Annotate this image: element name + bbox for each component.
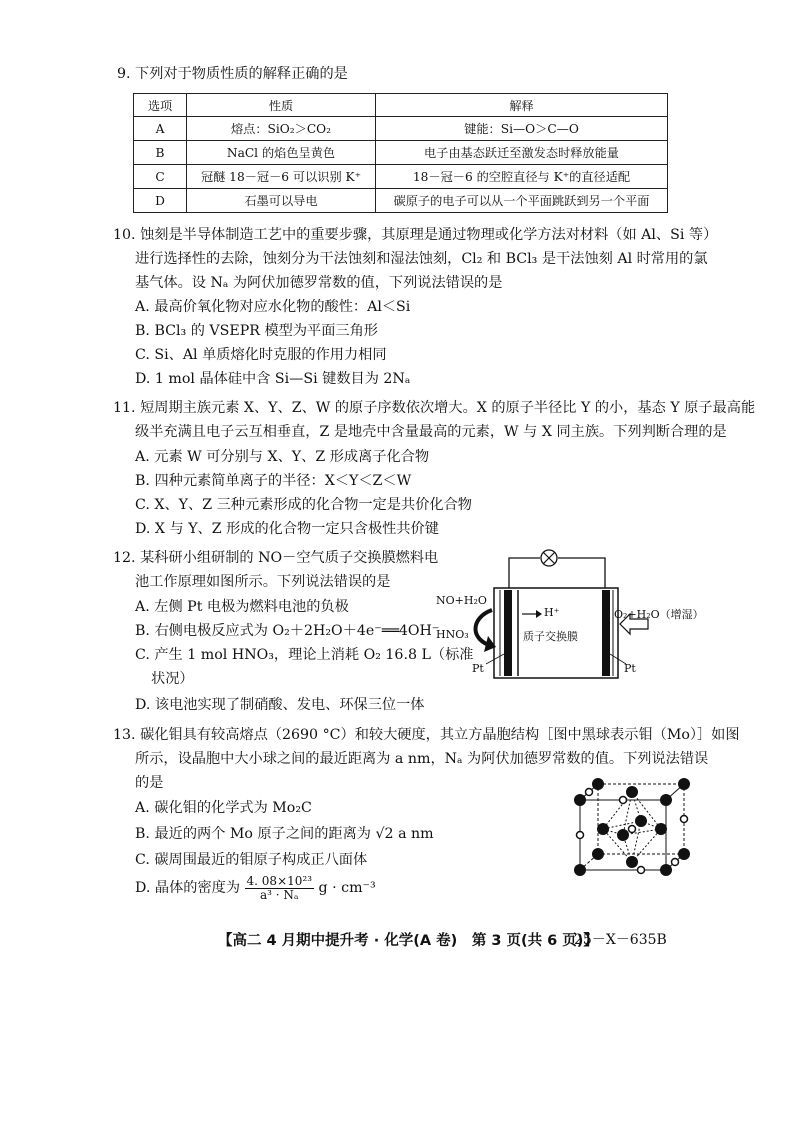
pt-right-label: Pt: [624, 662, 636, 675]
q10-line2: 进行选择性的去除，蚀刻分为干法蚀刻和湿法蚀刻，Cl₂ 和 BCl₃ 是干法蚀刻 Al 时常用的氯: [135, 251, 708, 267]
q9-stem: 9. 下列对于物质性质的解释正确的是: [117, 66, 348, 82]
table-cell: 键能：Si—O＞C—O: [376, 117, 668, 141]
table-header: 解释: [376, 94, 668, 117]
q10-option-d: D. 1 mol 晶体硅中含 Si—Si 键数目为 2Nₐ: [135, 371, 411, 387]
q12-option-b: B. 右侧电极反应式为 O₂＋2H₂O＋4e⁻══4OH⁻: [135, 623, 440, 639]
q11-option-d: D. X 与 Y、Z 形成的化合物一定只含极性共价键: [135, 521, 439, 537]
table-header: 选项: [134, 94, 187, 117]
q11-option-a: A. 元素 W 可分别与 X、Y、Z 形成离子化合物: [135, 449, 430, 465]
table-row: [134, 165, 668, 189]
right-electrode: [602, 590, 610, 676]
left-input-label: NO+H₂O: [436, 594, 487, 607]
membrane-label: 质子交换膜: [523, 630, 578, 643]
table-row: [134, 189, 668, 213]
density-unit: g · cm⁻³: [318, 880, 376, 896]
q9-table: [133, 93, 668, 213]
q13-option-b-value: √2 a nm: [375, 826, 434, 842]
table-header-row: [134, 94, 668, 117]
fuel-cell-diagram: [434, 548, 704, 688]
q13-option-d-text: D. 晶体的密度为: [135, 880, 241, 896]
table-cell: B: [134, 141, 187, 165]
density-numerator: 4. 08×10²³: [246, 873, 313, 888]
pt-left-label: Pt: [472, 662, 484, 675]
q11-line1: 11. 短周期主族元素 X、Y、Z、W 的原子序数依次增大。X 的原子半径比 Y 的小，基态 Y 原子最高能: [113, 400, 756, 416]
q12-line2: 池工作原理如图所示。下列说法错误的是: [135, 574, 391, 590]
table-row: [134, 117, 668, 141]
table-header: 性质: [187, 94, 376, 117]
page-footer-code: 25－X－635B: [574, 932, 667, 948]
right-input-label: O₂+H₂O（增湿）: [614, 608, 704, 621]
table-cell: D: [134, 189, 187, 213]
bulb-icon: [541, 550, 557, 566]
q11-option-b: B. 四种元素简单离子的半径：X＜Y＜Z＜W: [135, 473, 412, 489]
q12-line1: 12. 某科研小组研制的 NO－空气质子交换膜燃料电: [113, 550, 439, 566]
q10-option-b: B. BCl₃ 的 VSEPR 模型为平面三角形: [135, 323, 378, 339]
wire-left: [509, 558, 540, 588]
crystal-cell-diagram: [568, 772, 698, 887]
page-footer-title: 【高二 4 月期中提升考 · 化学(A 卷) 第 3 页(共 6 页)】: [218, 933, 598, 949]
table-cell: 电子由基态跃迁至激发态时释放能量: [376, 141, 668, 165]
q13-option-a: A. 碳化钼的化学式为 Mo₂C: [135, 800, 312, 816]
q13-option-b: [135, 822, 434, 846]
q12-option-a: A. 左侧 Pt 电极为燃料电池的负极: [135, 599, 349, 615]
table-cell: 冠醚 18－冠－6 可以识别 K⁺: [187, 165, 376, 189]
table-cell: C: [134, 165, 187, 189]
q13-option-b-text: B. 最近的两个 Mo 原子之间的距离为: [135, 826, 371, 842]
table-cell: A: [134, 117, 187, 141]
density-fraction: [245, 875, 314, 902]
q12-option-c-cont: 状况）: [151, 671, 194, 687]
q13-line1: 13. 碳化钼具有较高熔点（2690 °C）和较大硬度，其立方晶胞结构［图中黑球表示钼（Mo）］如图: [113, 727, 740, 743]
left-output-label: HNO₃: [436, 628, 469, 641]
q13-option-d: [135, 873, 376, 903]
q12-option-c: C. 产生 1 mol HNO₃，理论上消耗 O₂ 16.8 L（标准: [135, 647, 474, 663]
q10-line1: 10. 蚀刻是半导体制造工艺中的重要步骤，其原理是通过物理或化学方法对材料（如 Al、Si 等）: [113, 227, 718, 243]
table-cell: 石墨可以导电: [187, 189, 376, 213]
q12-option-d: D. 该电池实现了制硝酸、发电、环保三位一体: [135, 697, 425, 713]
q13-line2: 所示，设晶胞中大小球之间的最近距离为 a nm，Nₐ 为阿伏加德罗常数的值。下列说法错误: [135, 751, 709, 767]
q13-option-c: C. 碳周围最近的钼原子构成正八面体: [135, 852, 368, 868]
table-cell: 熔点：SiO₂＞CO₂: [187, 117, 376, 141]
left-electrode: [504, 590, 512, 676]
density-denominator: a³ · Nₐ: [260, 887, 299, 902]
table-row: [134, 141, 668, 165]
q11-line2: 级半充满且电子云互相垂直，Z 是地壳中含量最高的元素，W 与 X 同主族。下列判断合理的是: [135, 424, 727, 440]
q10-option-c: C. Si、Al 单质熔化时克服的作用力相同: [135, 347, 387, 363]
table-cell: 18－冠－6 的空腔直径与 K⁺的直径适配: [376, 165, 668, 189]
table-cell: 碳原子的电子可以从一个平面跳跃到另一个平面: [376, 189, 668, 213]
q10-option-a: A. 最高价氧化物对应水化物的酸性：Al＜Si: [135, 299, 411, 315]
q13-line3: 的是: [135, 775, 164, 791]
wire-right: [558, 558, 605, 588]
q11-option-c: C. X、Y、Z 三种元素形成的化合物一定是共价化合物: [135, 497, 472, 513]
q10-line3: 基气体。设 Nₐ 为阿伏加德罗常数的值，下列说法错误的是: [135, 275, 503, 291]
crystal-cell-svg: [568, 772, 698, 887]
table-cell: NaCl 的焰色呈黄色: [187, 141, 376, 165]
proton-label: H⁺: [544, 606, 560, 619]
